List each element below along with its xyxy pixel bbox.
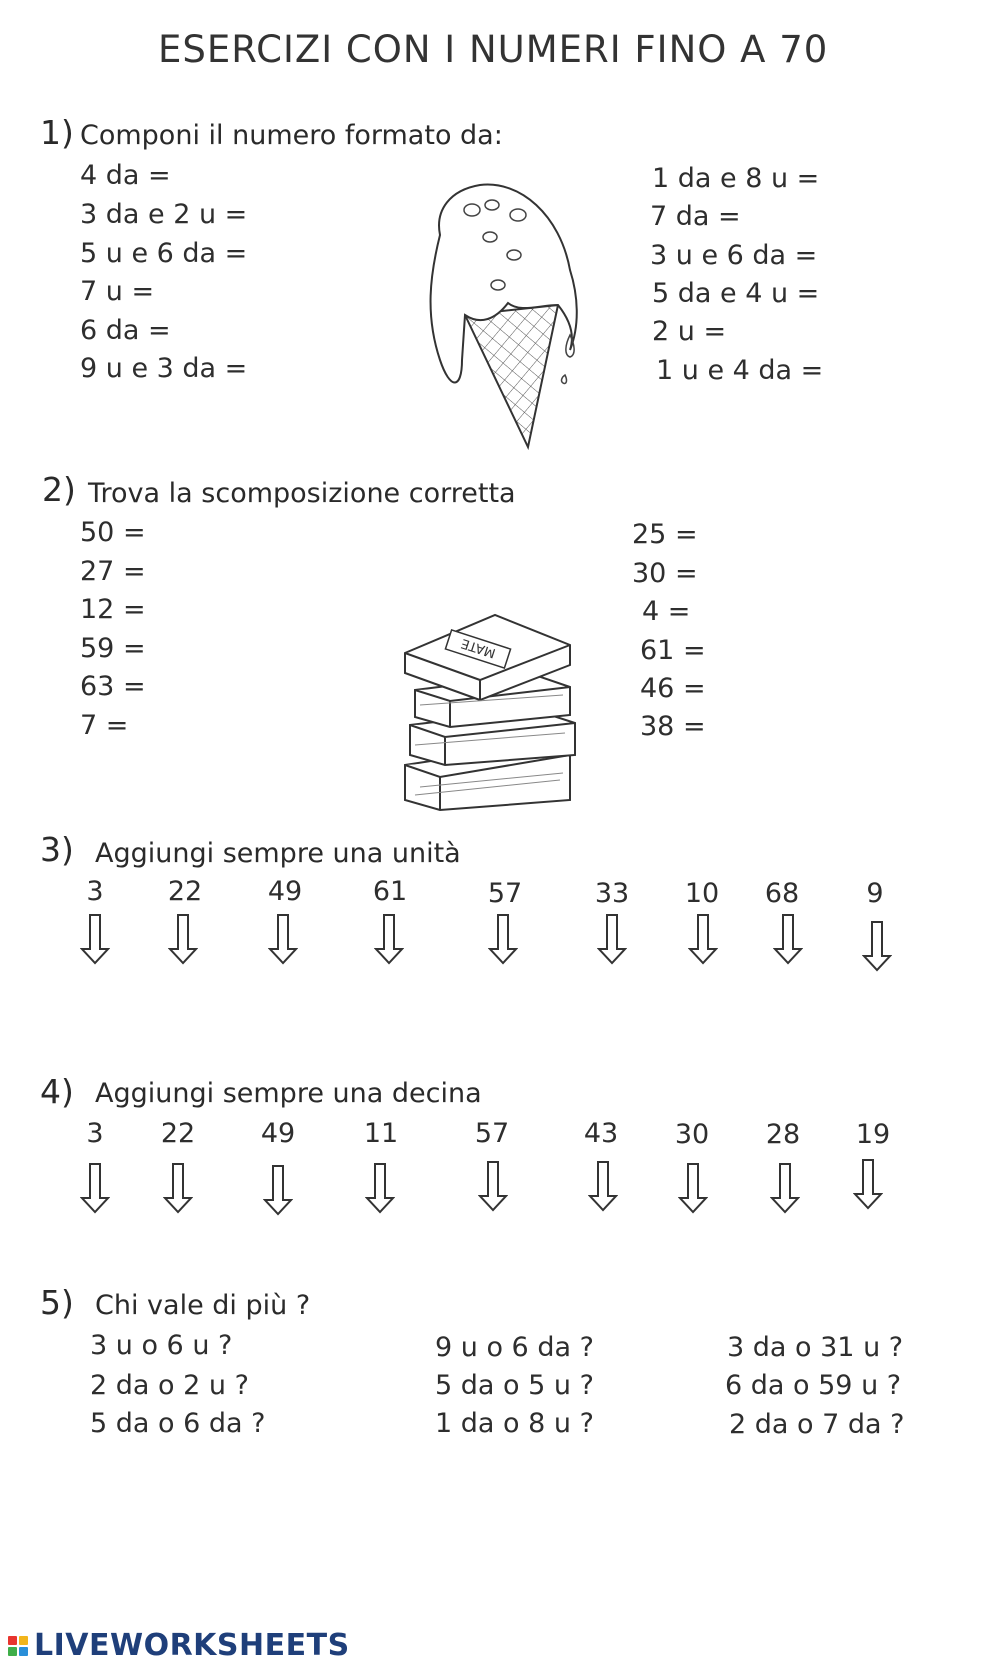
down-arrow-icon [80, 913, 110, 965]
s1-left-item: 5 u e 6 da = [80, 238, 248, 269]
down-arrow-icon [80, 1162, 110, 1214]
book-label: MATE [459, 634, 498, 661]
section-1-heading: Componi il numero formato da: [80, 120, 503, 151]
s2-right-item: 61 = [640, 635, 706, 666]
s4-number: 19 [855, 1119, 891, 1150]
ice-cream-illustration [410, 175, 590, 455]
s4-number: 22 [160, 1118, 196, 1149]
s2-left-item: 50 = [80, 517, 146, 548]
s4-number: 3 [86, 1118, 104, 1149]
cone-shape [465, 305, 558, 447]
s2-left-item: 59 = [80, 633, 146, 664]
footer-logo[interactable] [8, 1628, 350, 1663]
down-arrow-icon [770, 1162, 800, 1214]
s2-right-item: 25 = [632, 519, 698, 550]
s5-item: 5 da o 5 u ? [435, 1370, 594, 1401]
books-illustration [385, 605, 595, 815]
section-5-heading: Chi vale di più ? [95, 1290, 311, 1321]
s2-right-item: 38 = [640, 711, 706, 742]
liveworksheets-logo-icon [8, 1636, 28, 1656]
s1-left-item: 9 u e 3 da = [80, 353, 248, 384]
s3-number: 3 [86, 876, 104, 907]
section-3-heading: Aggiungi sempre una unità [95, 838, 461, 869]
down-arrow-icon [478, 1160, 508, 1212]
s2-left-item: 12 = [80, 594, 146, 625]
down-arrow-icon [168, 913, 198, 965]
s2-left-item: 63 = [80, 671, 146, 702]
s1-right-item: 1 da e 8 u = [652, 163, 820, 194]
s1-left-item: 7 u = [80, 276, 155, 307]
s1-right-item: 1 u e 4 da = [656, 355, 824, 386]
s1-left-item: 6 da = [80, 315, 171, 346]
down-arrow-icon [588, 1160, 618, 1212]
down-arrow-icon [374, 913, 404, 965]
down-arrow-icon [678, 1162, 708, 1214]
s5-item: 1 da o 8 u ? [435, 1408, 594, 1439]
section-2-number: 2) [42, 470, 76, 509]
s5-item: 2 da o 2 u ? [90, 1370, 249, 1401]
s3-number: 33 [594, 878, 630, 909]
down-arrow-icon [268, 913, 298, 965]
s3-number: 68 [764, 878, 800, 909]
s3-number: 9 [866, 878, 884, 909]
s2-right-item: 30 = [632, 558, 698, 589]
section-5-number: 5) [40, 1283, 74, 1322]
down-arrow-icon [365, 1162, 395, 1214]
s1-left-item: 3 da e 2 u = [80, 199, 248, 230]
section-3-number: 3) [40, 830, 74, 869]
s4-number: 28 [765, 1119, 801, 1150]
down-arrow-icon [163, 1162, 193, 1214]
s5-item: 9 u o 6 da ? [435, 1332, 594, 1363]
s5-item: 3 u o 6 u ? [90, 1330, 233, 1361]
section-4-number: 4) [40, 1072, 74, 1111]
down-arrow-icon [688, 913, 718, 965]
s5-item: 5 da o 6 da ? [90, 1408, 266, 1439]
s5-item: 2 da o 7 da ? [729, 1409, 905, 1440]
s3-number: 22 [167, 876, 203, 907]
down-arrow-icon [853, 1158, 883, 1210]
s2-left-item: 27 = [80, 556, 146, 587]
footer-brand: LIVEWORKSHEETS [34, 1628, 350, 1663]
page-title: ESERCIZI CON I NUMERI FINO A 70 [158, 28, 829, 71]
s3-number: 10 [684, 878, 720, 909]
section-4-heading: Aggiungi sempre una decina [95, 1078, 482, 1109]
s3-number: 57 [487, 878, 523, 909]
s5-item: 6 da o 59 u ? [725, 1370, 902, 1401]
down-arrow-icon [862, 920, 892, 972]
section-2-heading: Trova la scomposizione corretta [88, 478, 516, 509]
s4-number: 43 [583, 1118, 619, 1149]
down-arrow-icon [773, 913, 803, 965]
s2-right-item: 46 = [640, 673, 706, 704]
s1-right-item: 7 da = [650, 201, 741, 232]
section-1-number: 1) [40, 113, 74, 152]
s4-number: 11 [363, 1118, 399, 1149]
s1-right-item: 3 u e 6 da = [650, 240, 818, 271]
s4-number: 49 [260, 1118, 296, 1149]
s1-right-item: 2 u = [652, 316, 727, 347]
s3-number: 49 [267, 876, 303, 907]
s5-item: 3 da o 31 u ? [727, 1332, 904, 1363]
down-arrow-icon [263, 1164, 293, 1216]
s1-right-item: 5 da e 4 u = [652, 278, 820, 309]
s3-number: 61 [372, 876, 408, 907]
down-arrow-icon [488, 913, 518, 965]
s4-number: 30 [674, 1119, 710, 1150]
s2-right-item: 4 = [642, 596, 691, 627]
s4-number: 57 [474, 1118, 510, 1149]
down-arrow-icon [597, 913, 627, 965]
s1-left-item: 4 da = [80, 160, 171, 191]
s2-left-item: 7 = [80, 710, 129, 741]
